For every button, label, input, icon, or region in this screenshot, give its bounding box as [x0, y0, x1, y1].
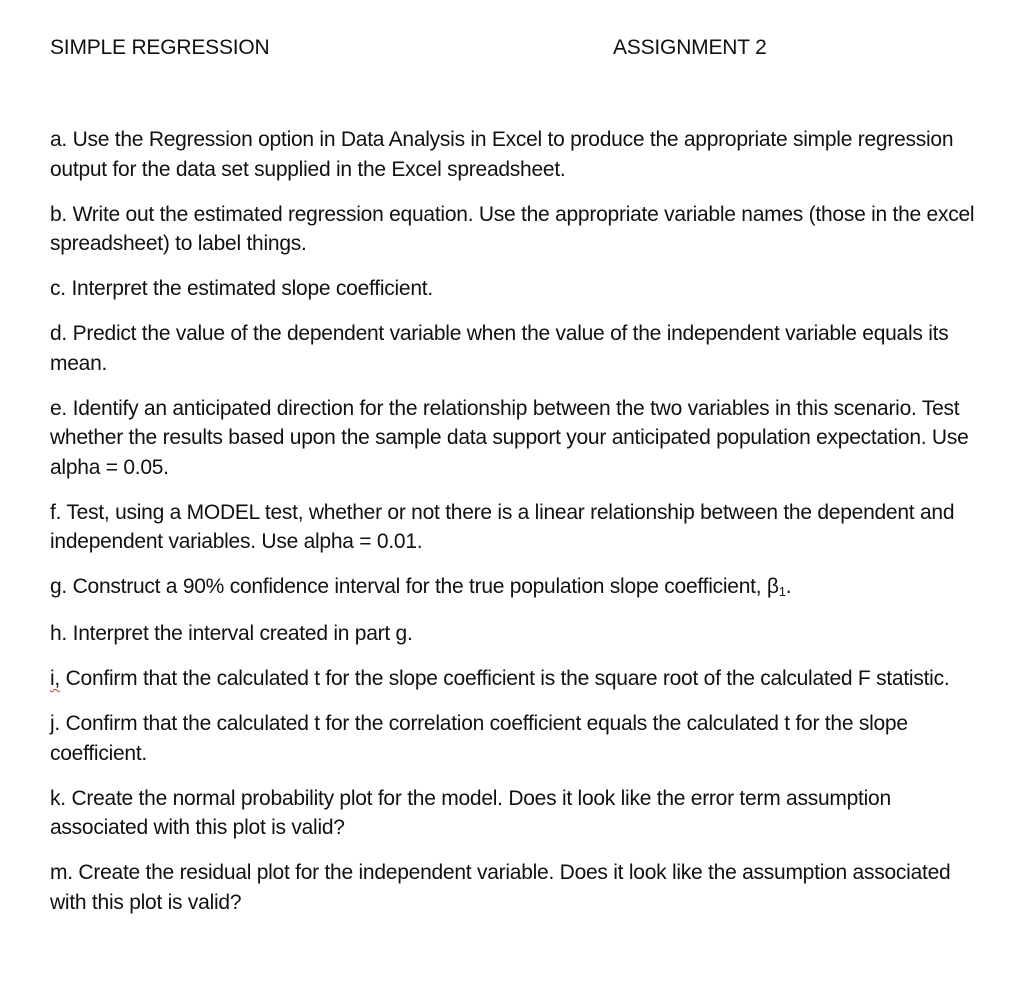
question-text: Predict the value of the dependent variable when the value of the independent variable equals its mean.: [50, 322, 949, 375]
beta-subscript: 1: [778, 584, 786, 599]
question-label: c.: [50, 277, 66, 300]
question-j: [50, 709, 980, 768]
question-text: Create the normal probability plot for the model. Does it look like the error term assumption associated with this plot is valid?: [50, 786, 891, 839]
question-text: Interpret the interval created in part g.: [72, 622, 413, 645]
question-label-spellcheck: i,: [50, 667, 60, 690]
question-text: Create the residual plot for the independent variable. Does it look like the assumption associated with this plot is valid?: [50, 861, 951, 914]
question-f: [50, 498, 980, 557]
question-k: [50, 784, 980, 843]
document-header: [50, 36, 970, 64]
question-list: [50, 125, 980, 933]
question-text: Confirm that the calculated t for the slope coefficient is the square root of the calculated F statistic.: [65, 667, 950, 690]
question-text: Construct a 90% confidence interval for the true population slope coefficient, β: [72, 575, 779, 598]
question-label: g.: [50, 575, 68, 598]
question-text: Identify an anticipated direction for the relationship between the two variables in this scenario. Test whether the results based upon the sample data support your anticipated population expectation. Use alpha = 0.05.: [50, 396, 969, 479]
question-label: m.: [50, 861, 73, 884]
question-label: e.: [50, 396, 68, 420]
question-label: f.: [50, 500, 62, 524]
question-label: j.: [50, 712, 60, 735]
question-a: [50, 125, 980, 184]
question-text: Interpret the estimated slope coefficient.: [71, 277, 433, 300]
question-e: [50, 394, 980, 483]
question-label: k.: [50, 786, 66, 810]
question-suffix: .: [785, 575, 792, 598]
question-label: a.: [50, 128, 68, 151]
question-i: [50, 664, 980, 694]
question-label: d.: [50, 322, 68, 345]
question-text: Use the Regression option in Data Analysis in Excel to produce the appropriate simple regression output for the data set supplied in the Excel spreadsheet.: [50, 128, 954, 181]
question-d: [50, 319, 980, 378]
assignment-label: ASSIGNMENT 2: [613, 36, 767, 59]
question-c: [50, 274, 980, 304]
question-m: [50, 858, 980, 917]
question-text: Confirm that the calculated t for the correlation coefficient equals the calculated t for the slope coefficient.: [50, 712, 908, 765]
question-text: Test, using a MODEL test, whether or not there is a linear relationship between the dependent and independent variables. Use alpha = 0.01.: [50, 500, 955, 553]
question-text: Write out the estimated regression equation. Use the appropriate variable names (those in the excel spreadsheet) to label things.: [50, 202, 975, 255]
question-label: h.: [50, 622, 68, 645]
question-label: b.: [50, 202, 68, 226]
document-title: SIMPLE REGRESSION: [50, 36, 270, 59]
question-b: [50, 200, 980, 259]
question-h: [50, 619, 980, 649]
question-g: [50, 572, 980, 604]
